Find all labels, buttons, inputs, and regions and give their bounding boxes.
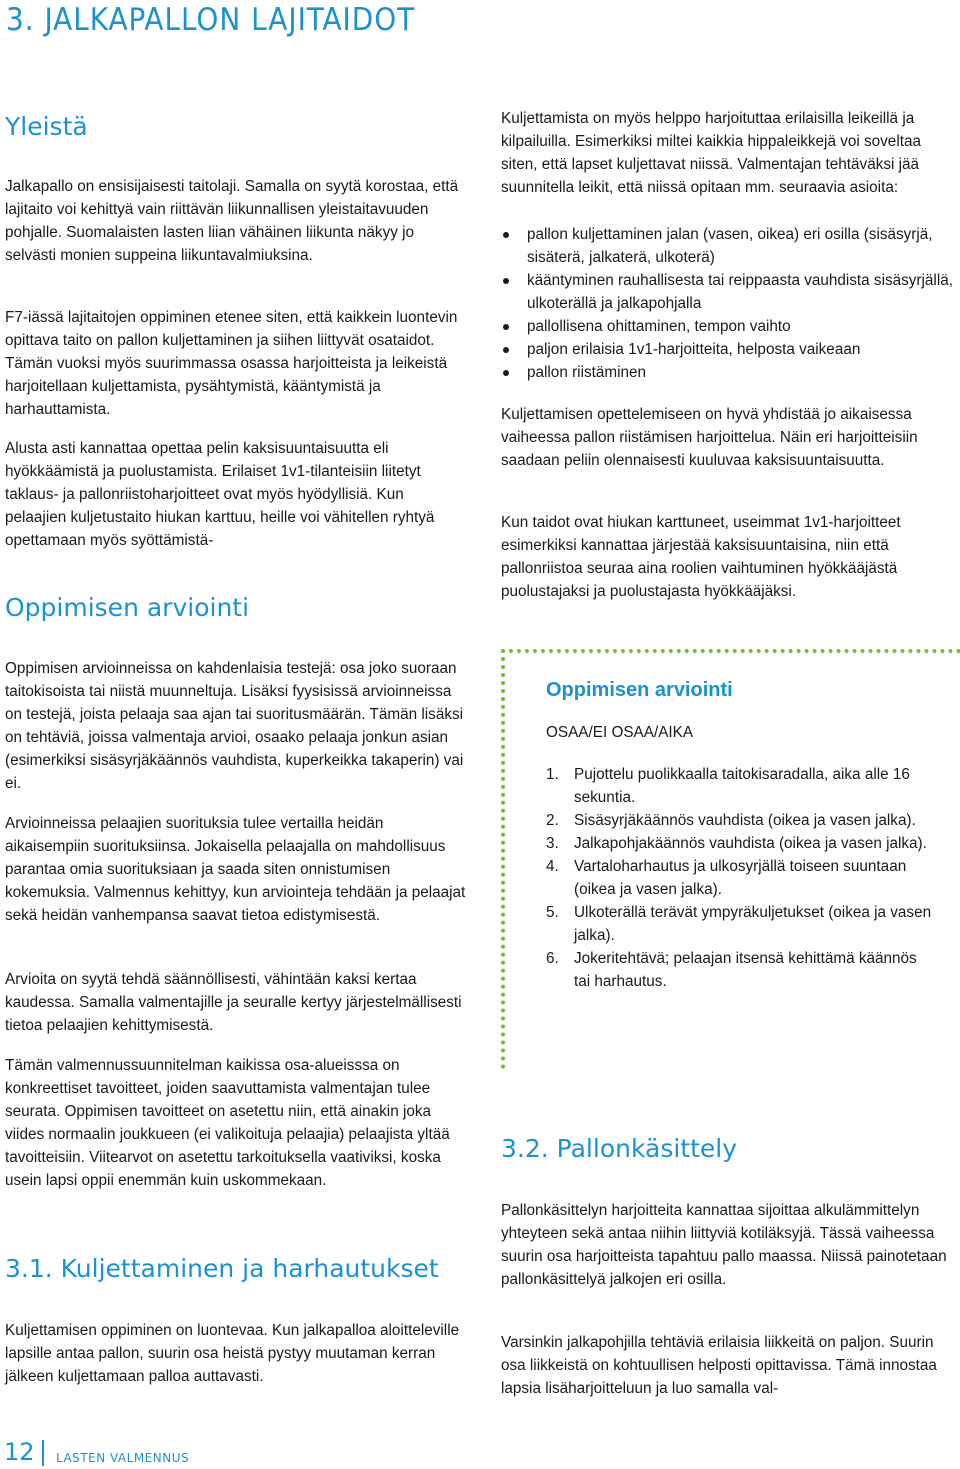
item-number: 3. (546, 835, 559, 852)
item-number: 2. (546, 812, 559, 829)
pallonkasittely-paragraph-1: Pallonkäsittelyn harjoitteita kannattaa sijoittaa alkulämmittelyn yhteyteen sekä antaa niihin liittyviä kotiläksyjä. Tässä vaiheessa suurin osa harjoitteista tapahtuu pallo maassa. Niissä painotetaan pallonkäsittelyä jalkojen eri osilla. (501, 1202, 947, 1288)
list-item: kääntyminen rauhallisesta tai reippaasta vauhdista sisäsyrjällä, ulkoterällä ja jalkapohjalla (501, 269, 956, 315)
list-item (546, 901, 936, 947)
item-text: Jalkapohjakäännös vauhdista (oikea ja vasen jalka). (574, 835, 927, 852)
item-number: 1. (546, 766, 559, 783)
right-intro-paragraph: Kuljettamista on myös helppo harjoituttaa erilaisilla leikeillä ja kilpailuilla. Esimerkiksi miltei kaikkia hippaleikkejä voi soveltaa siten, että lapset kuljettavat niissä. Valmentajan tehtäväksi jää suunnitella leikit, että niissä opitaan mm. seuraavia asioita: (501, 110, 921, 196)
assessment-box-title: Oppimisen arviointi (546, 679, 733, 701)
item-number: 6. (546, 950, 559, 967)
list-item (546, 809, 936, 832)
list-item: pallollisena ohittaminen, tempon vaihto (501, 315, 956, 338)
footer-brand: LASTEN VALMENNUS (56, 1451, 190, 1465)
section-heading-oppimisen-arviointi: Oppimisen arviointi (5, 593, 250, 622)
section-heading-pallonkasittely: 3.2. Pallonkäsittely (501, 1134, 738, 1163)
item-text: Jokeritehtävä; pelaajan itsensä kehittämä käännös tai harhautus. (574, 950, 917, 990)
assessment-box-subtitle: OSAA/EI OSAA/AIKA (546, 724, 694, 741)
page-number: 12 (4, 1438, 35, 1466)
item-text: Pujottelu puolikkaalla taitokisaradalla, aika alle 16 sekuntia. (574, 766, 910, 806)
item-number: 5. (546, 904, 559, 921)
pallonkasittely-paragraph-2: Varsinkin jalkapohjilla tehtäviä erilaisia liikkeitä on paljon. Suurin osa liikkeistä on kohtuullisen helposti opittavissa. Tämä innostaa lapsia lisäharjoitteluun ja luo samalla val- (501, 1334, 937, 1397)
yleista-paragraph-3: Alusta asti kannattaa opettaa pelin kaksisuuntaisuutta eli hyökkäämistä ja puolustamista. Erilaiset 1v1-tilanteisiin liitetyt taklaus- ja pallonriistoharjoitteet ovat myös hyödyllisiä. Kun pelaajien kuljetustaito hiukan karttuu, heille voi vähitellen ryhtyä opettamaan myös syöttämistä- (5, 440, 435, 549)
list-item (546, 832, 936, 855)
right-paragraph-2: Kun taidot ovat hiukan karttuneet, useimmat 1v1-harjoitteet esimerkiksi kannattaa järjestää kaksisuuntaisina, niin että pallonriistoa seuraa aina roolien vaihtuminen hyökkääjästä puolustajaksi ja puolustajasta hyökkääjäksi. (501, 514, 901, 600)
yleista-paragraph-2: F7-iässä lajitaitojen oppiminen etenee siten, että kaikkein luontevin opittava taito on pallon kuljettaminen ja siihen liittyvät osataidot. Tämän vuoksi myös suurimmassa osassa harjoitteista ja leikeistä harjoitellaan kuljettamista, pysähtymistä, kääntymistä ja harhauttamista. (5, 309, 458, 418)
arviointi-paragraph-4: Tämän valmennussuunnitelman kaikissa osa-alueisssa on konkreettiset tavoitteet, joiden saavuttamista valmentajan tulee seurata. Oppimisen tavoitteet on asetettu niin, että ainakin joka viides normaalin joukkueen (ei valikoituja pelaajia) pelaajista yltää tavoitteisiin. Viitearvot on asetettu tarkoituksella vaativiksi, koska usein lapsi oppii enemmän kuin uskommekaan. (5, 1057, 450, 1189)
arviointi-paragraph-2: Arvioinneissa pelaajien suorituksia tulee vertailla heidän aikaisempiin suorituksiinsa. Jokaisella pelaajalla on mahdollisuus parantaa omia suorituksiaan ja saada siten onnistumisen kokemuksia. Valmennus kehittyy, kun arviointeja tehdään ja pelaajat sekä heidän vanhempansa saavat tietoa edistymisestä. (5, 815, 466, 924)
right-paragraph-1: Kuljettamisen opettelemiseen on hyvä yhdistää jo aikaisessa vaiheessa pallon riistämisen harjoittelua. Näin eri harjoitteisiin saadaan peliin olennaisesti kuuluvaa kaksisuuntaisuutta. (501, 406, 918, 469)
item-text: Ulkoterällä terävät ympyräkuljetukset (oikea ja vasen jalka). (574, 904, 932, 944)
list-item: pallon kuljettaminen jalan (vasen, oikea) eri osilla (sisäsyrjä, sisäterä, jalkaterä, ulkoterä) (501, 223, 956, 269)
item-text: Vartaloharhautus ja ulkosyrjällä toiseen suuntaan (oikea ja vasen jalka). (574, 858, 907, 898)
section-heading-kuljettaminen: 3.1. Kuljettaminen ja harhautukset (5, 1254, 439, 1283)
arviointi-paragraph-1: Oppimisen arvioinneissa on kahdenlaisia testejä: osa joko suoraan taitokisoista tai niistä muunneltuja. Lisäksi fyysisissä arvioinneissa on testejä, joista pelaaja saa ajan tai suoritusmäärän. Tämän lisäksi on tehtäviä, joissa valmentaja arvioi, osaako pelaaja jonkun asian (esimerkiksi sisäsyrjäkäännös vauhdista, kuperkeikka takaperin) vai ei. (5, 660, 464, 792)
skills-bullet-list (501, 223, 956, 384)
list-item (546, 855, 936, 901)
footer-divider (42, 1440, 44, 1466)
item-text: Sisäsyrjäkäännös vauhdista (oikea ja vasen jalka). (574, 812, 916, 829)
kuljettaminen-paragraph: Kuljettamisen oppiminen on luontevaa. Kun jalkapalloa aloitteleville lapsille antaa pallon, suurin osa heistä pystyy muutaman kerran jälkeen kuljettamaan palloa auttavasti. (5, 1322, 460, 1385)
item-number: 4. (546, 858, 559, 875)
yleista-paragraph-1: Jalkapallo on ensisijaisesti taitolaji. Samalla on syytä korostaa, että lajitaito voi kehittyä vain riittävän liikunnallisen yleistaitavuuden pohjalle. Suomalaisten lasten liian vähäinen liikunta näkyy jo selvästi monien suppeina liikuntavalmiuksina. (5, 178, 459, 264)
list-item (546, 947, 936, 993)
arviointi-paragraph-3: Arvioita on syytä tehdä säännöllisesti, vähintään kaksi kertaa kaudessa. Samalla valmentajille ja seuralle kertyy järjestelmällisesti tietoa pelaajien kehittymisestä. (5, 971, 462, 1034)
list-item: pallon riistäminen (501, 361, 956, 384)
section-heading-yleista: Yleistä (5, 112, 88, 141)
assessment-list (546, 763, 936, 993)
list-item (546, 763, 936, 809)
page-title: 3. JALKAPALLON LAJITAIDOT (6, 2, 416, 38)
list-item: paljon erilaisia 1v1-harjoitteita, helposta vaikeaan (501, 338, 956, 361)
